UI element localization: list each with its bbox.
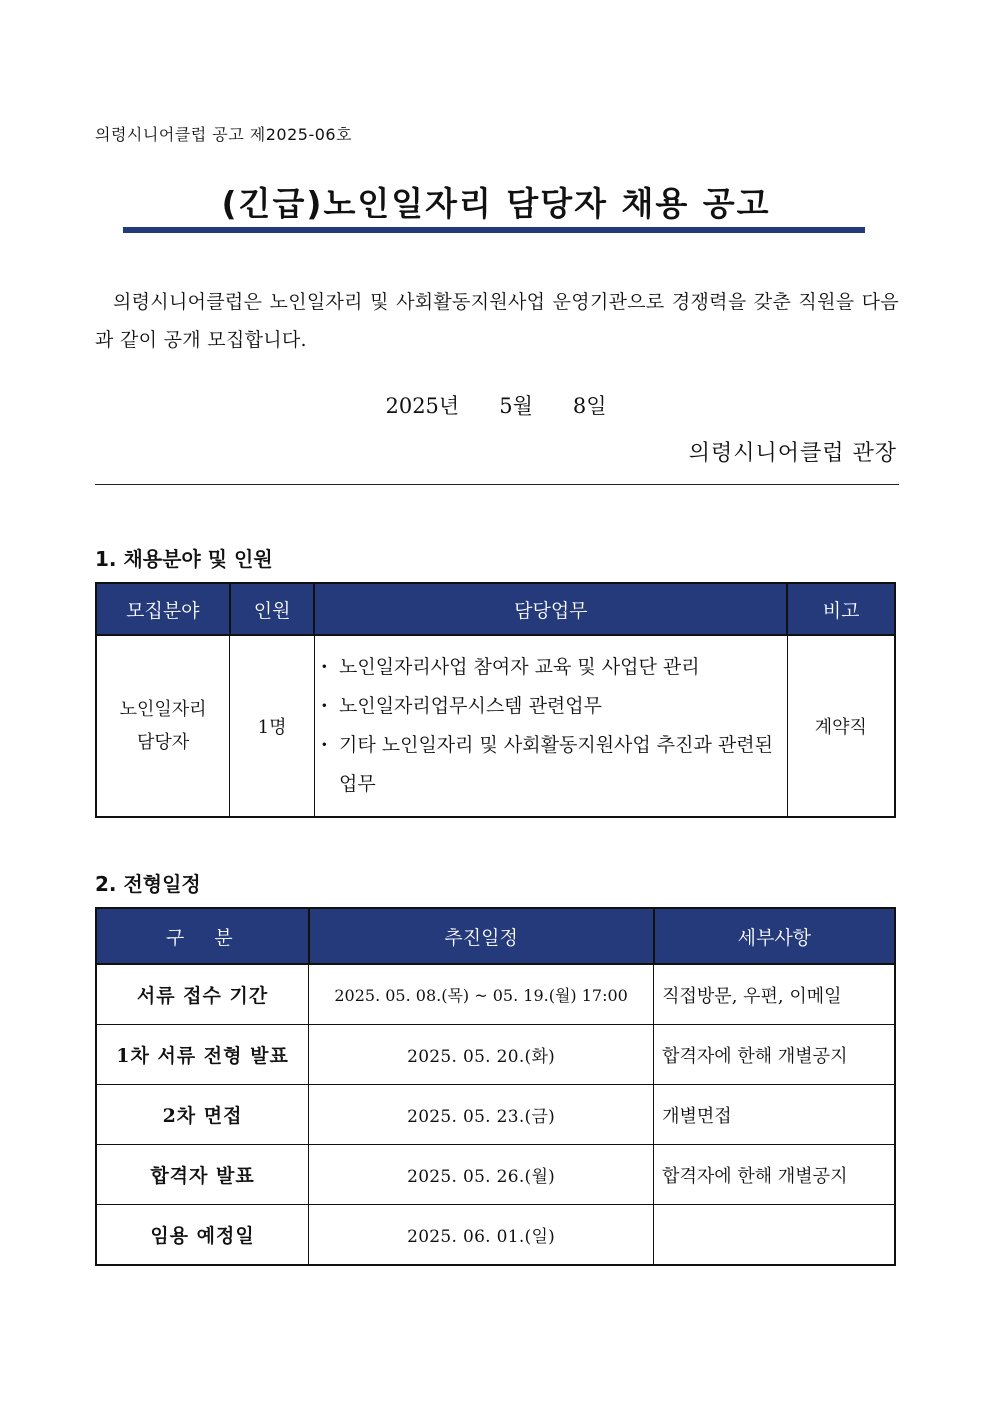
page-title: (긴급)노인일자리 담당자 채용 공고	[221, 184, 771, 223]
table-row	[96, 1025, 895, 1085]
field-cell	[96, 635, 230, 817]
stage-cell: 임용 예정일	[96, 1205, 309, 1266]
duties-list	[321, 648, 786, 804]
intro-text: 의령시니어클럽은 노인일자리 및 사회활동지원사업 운영기관으로 경쟁력을 갖춘 직원을 다음과 같이 공개 모집합니다.	[95, 291, 899, 351]
stage-cell: 합격자 발표	[96, 1145, 309, 1205]
table-row	[96, 635, 895, 817]
date-day: 8일	[572, 394, 607, 418]
header-cell: 모집분야	[96, 583, 230, 635]
table-row	[96, 1205, 895, 1266]
schedule-table	[95, 907, 896, 1266]
table-header-row	[96, 908, 895, 964]
detail-cell: 합격자에 한해 개별공지	[654, 1025, 895, 1085]
recruitment-table	[95, 582, 896, 818]
schedule-cell: 2025. 05. 08.(목) ~ 05. 19.(월) 17:00	[309, 964, 654, 1025]
field-line: 노인일자리	[119, 699, 207, 720]
divider	[95, 484, 899, 485]
list-item: · 노인일자리업무시스템 관련업무	[321, 687, 786, 726]
date-month: 5월	[499, 394, 533, 418]
table-header-row	[96, 583, 895, 635]
duties-cell	[314, 635, 787, 817]
detail-cell	[654, 1205, 895, 1266]
intro-paragraph	[95, 283, 899, 359]
table-row	[96, 964, 895, 1025]
stage-cell: 서류 접수 기간	[96, 964, 309, 1025]
table-row	[96, 1085, 895, 1145]
date-year: 2025년	[385, 394, 460, 418]
field-line: 담당자	[137, 732, 190, 753]
remark-cell: 계약직	[787, 635, 895, 817]
section1-heading: 1. 채용분야 및 인원	[95, 547, 273, 571]
schedule-cell: 2025. 06. 01.(일)	[309, 1205, 654, 1266]
list-item: · 기타 노인일자리 및 사회활동지원사업 추진과 관련된 업무	[321, 726, 786, 804]
header-cell: 세부사항	[654, 908, 895, 964]
stage-cell: 2차 면접	[96, 1085, 309, 1145]
issuer: 의령시니어클럽 관장	[688, 441, 897, 466]
header-cell: 인원	[230, 583, 315, 635]
announcement-date	[0, 390, 992, 420]
section2-heading: 2. 전형일정	[95, 872, 201, 896]
list-item: · 노인일자리사업 참여자 교육 및 사업단 관리	[321, 648, 786, 687]
header-cell: 추진일정	[309, 908, 654, 964]
detail-cell: 개별면접	[654, 1085, 895, 1145]
schedule-cell: 2025. 05. 26.(월)	[309, 1145, 654, 1205]
stage-cell: 1차 서류 전형 발표	[96, 1025, 309, 1085]
count-cell: 1명	[230, 635, 315, 817]
header-cell: 담당업무	[314, 583, 787, 635]
title-underline	[123, 227, 865, 233]
schedule-cell: 2025. 05. 20.(화)	[309, 1025, 654, 1085]
detail-cell: 합격자에 한해 개별공지	[654, 1145, 895, 1205]
notice-number: 의령시니어클럽 공고 제2025-06호	[95, 125, 353, 144]
header-cell: 비고	[787, 583, 895, 635]
table-row	[96, 1145, 895, 1205]
schedule-cell: 2025. 05. 23.(금)	[309, 1085, 654, 1145]
header-cell: 구 분	[96, 908, 309, 964]
detail-cell: 직접방문, 우편, 이메일	[654, 964, 895, 1025]
